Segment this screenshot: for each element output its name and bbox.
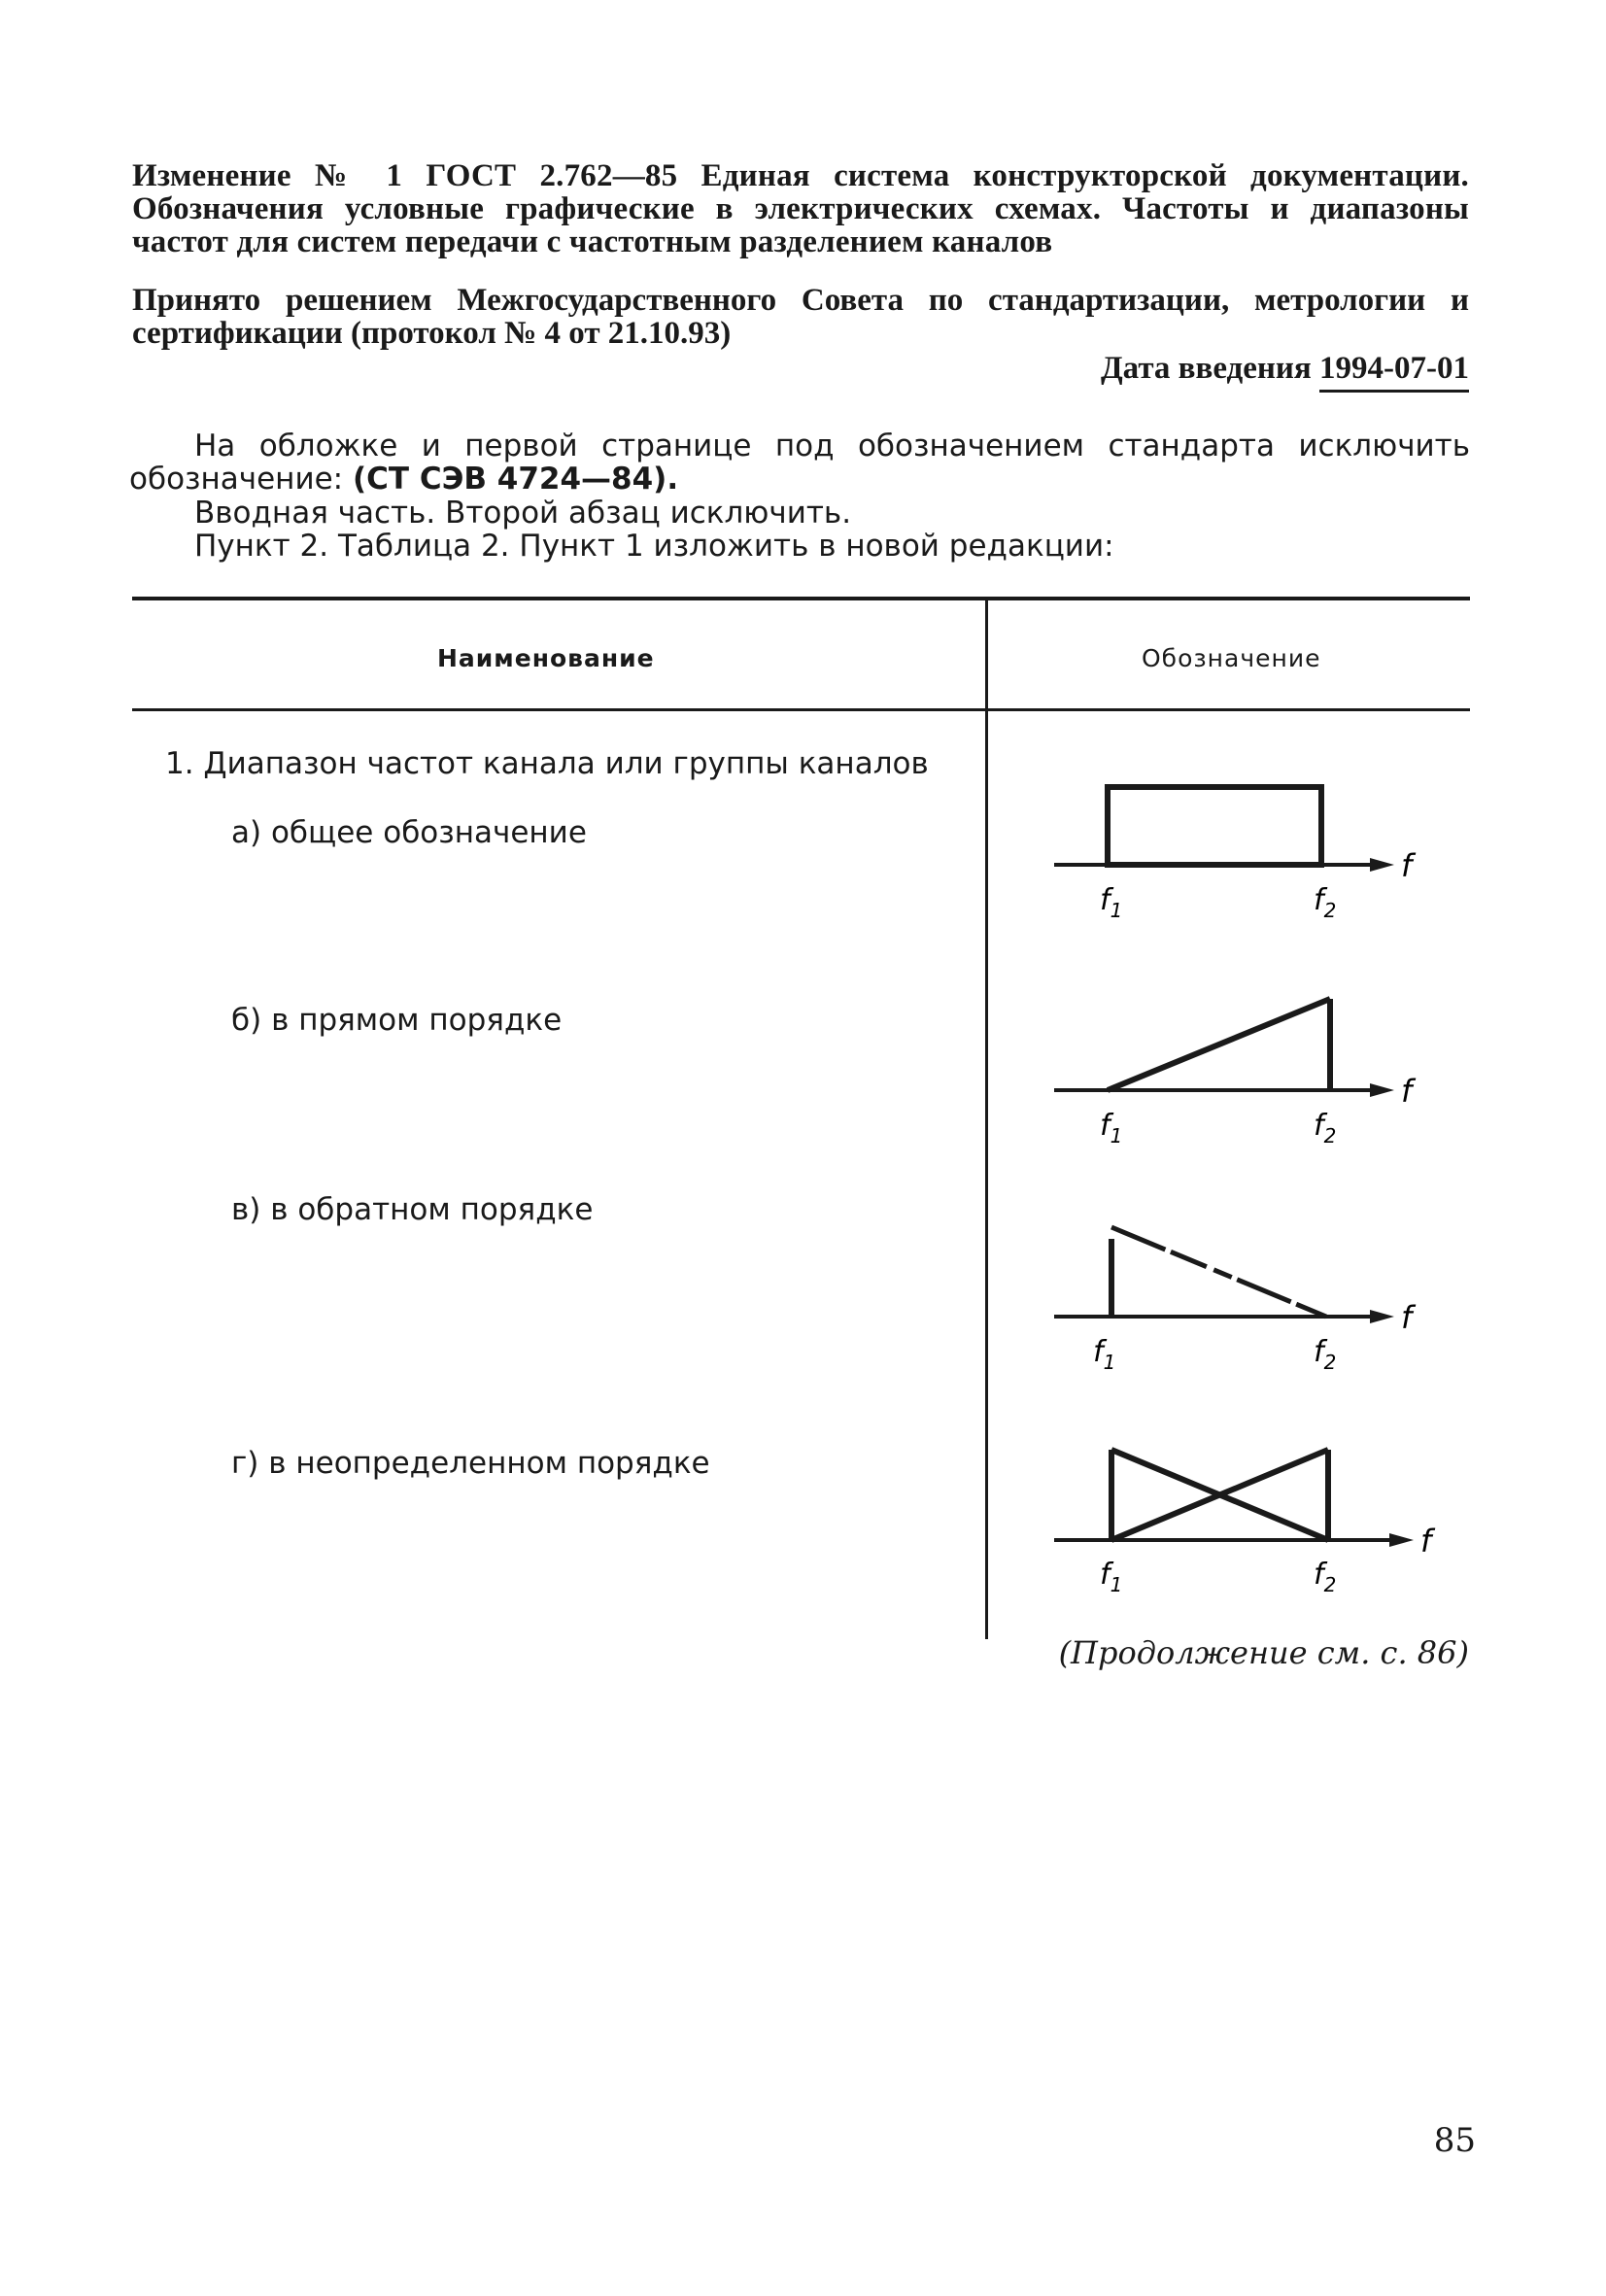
column-header-name: Наименование (437, 644, 655, 672)
paragraph-item: Пункт 2. Таблица 2. Пункт 1 изложить в новой редакции: (194, 529, 1114, 564)
paragraph-intro: Вводная часть. Второй абзац исключить. (194, 496, 852, 531)
table-header-rule (132, 708, 1470, 711)
axis-arrow-icon (1389, 1533, 1414, 1547)
page-number: 85 (1433, 2121, 1476, 2160)
axis-label: f (1420, 1523, 1432, 1559)
f2-label: $f_2$ (1314, 883, 1337, 922)
f1-label: $f_1$ (1100, 1558, 1123, 1596)
f1-label: $f_1$ (1100, 1109, 1123, 1148)
table-row-label: г) в неопределенном порядке (231, 1446, 710, 1481)
date-label: Дата введения (1100, 351, 1312, 386)
reverse-order-triangle-symbol (1049, 1210, 1438, 1385)
f1-label: $f_1$ (1100, 883, 1123, 922)
introduction-date (1101, 352, 1469, 385)
table-row-label: в) в обратном порядке (231, 1192, 594, 1227)
date-value: 1994-07-01 (1319, 351, 1469, 393)
axis-label: f (1401, 1073, 1413, 1110)
direct-order-triangle-symbol (1049, 981, 1438, 1156)
f2-label: $f_2$ (1314, 1335, 1337, 1374)
table-body-divider (985, 711, 988, 1639)
table-top-rule (132, 597, 1470, 600)
rectangle-band-symbol (1049, 768, 1438, 942)
axis-arrow-icon (1370, 1310, 1394, 1323)
standard-code: (СТ СЭВ 4724—84). (352, 462, 679, 497)
axis-arrow-icon (1370, 1083, 1394, 1097)
table-header-divider (985, 600, 988, 708)
f2-label: $f_2$ (1314, 1558, 1337, 1596)
document-title: Изменение № 1 ГОСТ 2.762—85 Единая система конструкторской документации. Обозначения условные графические в электрических схемах. Частоты и диапазоны частот для систем передачи с частотным разделением каналов (132, 158, 1469, 259)
continued-note: (Продолжение см. с. 86) (1058, 1634, 1469, 1671)
table-row-label: б) в прямом порядке (231, 1003, 563, 1038)
axis-label: f (1401, 847, 1413, 884)
band-rectangle (1108, 787, 1321, 865)
rising-slope-line (1108, 999, 1330, 1090)
table-item-title: 1. Диапазон частот канала или группы каналов (165, 746, 929, 781)
falling-slope-line (1111, 1227, 1326, 1317)
accepted-note: Принято решением Межгосударственного Совета по стандартизации, метрологии и сертификации (протокол № 4 от 21.10.93) (132, 283, 1469, 351)
paragraph-cover-text: На обложке и первой странице под обозначением стандарта исключить обозначение: (129, 428, 1470, 497)
f1-label: $f_1$ (1093, 1335, 1116, 1374)
f2-label: $f_2$ (1314, 1109, 1337, 1148)
indefinite-order-bowtie-symbol (1049, 1428, 1457, 1603)
table-row-label: а) общее обозначение (231, 815, 587, 850)
axis-arrow-icon (1370, 858, 1394, 872)
axis-label: f (1401, 1299, 1413, 1336)
paragraph-cover (129, 429, 1470, 496)
column-header-symbol: Обозначение (1142, 644, 1321, 672)
